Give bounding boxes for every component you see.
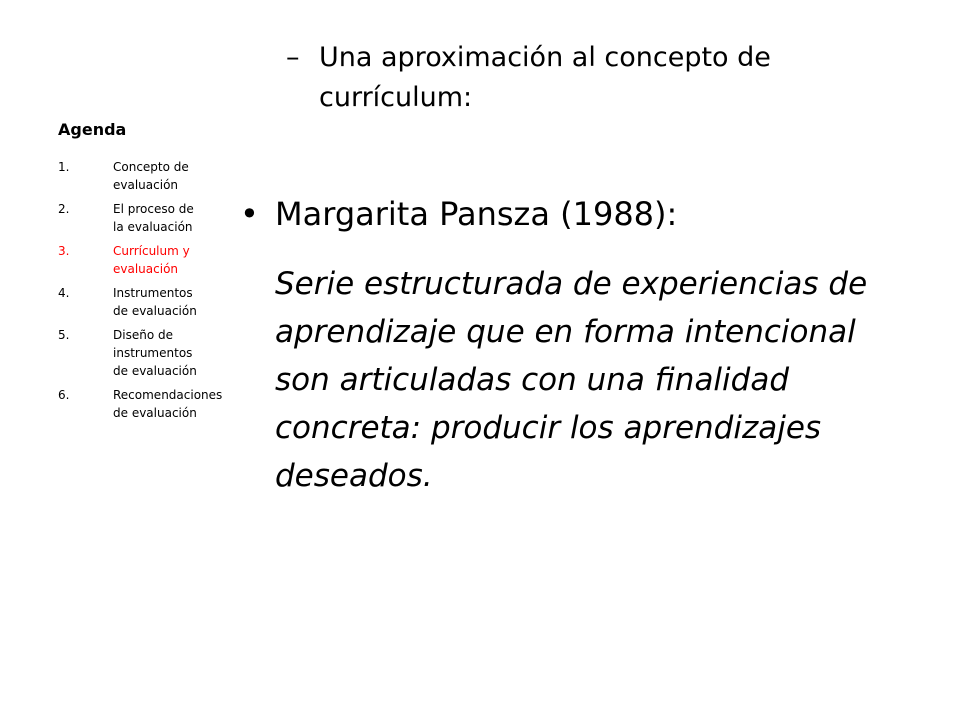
sub-bullet — [286, 38, 886, 118]
definition-quote: Serie estructurada de experiencias de aprendizaje que en forma intencional son articuladas con una finalidad concreta: producir los aprendizajes deseados. — [275, 266, 868, 494]
agenda-item-label: Instrumentos de evaluación — [113, 286, 197, 318]
agenda-item-curriculum-active — [58, 242, 208, 278]
main-bullet — [240, 190, 920, 238]
agenda-item-label: Recomendaciones de evaluación — [113, 388, 223, 420]
agenda-item-number: 6. — [58, 388, 70, 402]
agenda-item-number: 1. — [58, 160, 70, 174]
agenda-item-concepto — [58, 158, 208, 194]
agenda-item-number: 3. — [58, 244, 70, 258]
agenda-title: Agenda — [58, 120, 127, 139]
agenda-item-label: Diseño de instrumentos de evaluación — [113, 328, 197, 378]
sub-bullet-text: Una aproximación al concepto de currículum: — [319, 42, 771, 113]
agenda-item-label: Currículum y evaluación — [113, 244, 190, 276]
agenda-list — [58, 158, 223, 428]
agenda-item-number: 2. — [58, 202, 70, 216]
agenda-item-instrumentos — [58, 284, 208, 320]
bullet-marker: • — [240, 195, 259, 233]
agenda-item-number: 5. — [58, 328, 70, 342]
bullet-text: Margarita Pansza (1988): — [275, 195, 678, 233]
agenda-item-label: Concepto de evaluación — [113, 160, 189, 192]
agenda-item-number: 4. — [58, 286, 70, 300]
dash-marker: – — [286, 42, 300, 73]
agenda-item-diseno — [58, 326, 208, 380]
agenda-item-proceso — [58, 200, 208, 236]
agenda-item-label: El proceso de la evaluación — [113, 202, 194, 234]
agenda-item-recomendaciones — [58, 386, 223, 422]
